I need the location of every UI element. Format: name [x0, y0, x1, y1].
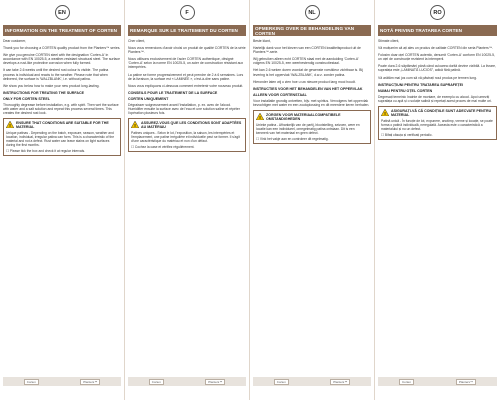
instructions-heading: INSTRUCȚIUNI PENTRU TRATAREA SUPRAFEȚEI: [378, 82, 463, 87]
paragraph: Nous vous expliquons ci-dessous comment entretenir votre nouveau produit.: [128, 83, 244, 88]
body-text: [378, 39, 497, 103]
svg-text:!: !: [259, 115, 261, 121]
column-ro: [375, 0, 500, 400]
warning-box: [3, 118, 121, 156]
paragraph: Vă mulțumim că ați ales un produs de calitate CORTEN din seria Planters™.: [378, 46, 494, 51]
column-en: [0, 0, 125, 400]
checkbox-text: Bifați căsuța și verificați periodic.: [384, 133, 433, 138]
greeting: Cher client,: [128, 39, 146, 43]
body-text: [128, 39, 246, 115]
instructions-heading: INSTRUCTIONS FOR TREATING THE SURFACE: [3, 90, 84, 95]
warning-triangle-icon: [256, 113, 264, 120]
checkbox-icon[interactable]: ☐: [6, 149, 9, 154]
paragraph: Hieronder laten wij u zien hoe u uw nieuwe product lang mooi houdt.: [253, 79, 356, 84]
warning-box: [253, 110, 371, 144]
footer-item: Corten: [149, 379, 164, 385]
body-text: [253, 39, 371, 107]
footer-bar: [128, 377, 246, 386]
instructions-text: Thoroughly degrease before installation, e.g. with spirit. Then wet the surface with water and a salt solution and repeat this process several times. This creates the desired rust look.: [3, 103, 119, 116]
warning-triangle-icon: [6, 121, 14, 128]
checkbox-icon[interactable]: ☐: [381, 133, 384, 138]
warning-heading: ASIGURAȚI-VĂ CĂ CONDIȚIILE SUNT ADECVATE PENTRU MATERIAL: [391, 109, 492, 118]
column-header: [128, 0, 246, 25]
language-badge: F: [180, 5, 195, 20]
instructions-text: Dégraisser soigneusement avant l'installation, p. ex. avec de l'alcool. Humidifier ensuite la surface avec de l'eau et une solution saline et répéter l'opération plusieurs fois.: [128, 103, 240, 116]
section-title-bar: REMARQUE SUR LE TRAITEMENT DU CORTEN: [128, 25, 246, 36]
checkbox-icon[interactable]: ☐: [131, 145, 134, 150]
paragraph: We give you genuine CORTEN steel with the designation 'Corten-A' in accordance with EN 10025-5, a weather-resistant structural steel. The surface develops a rust-like protective corrosion when fully formed.: [3, 53, 120, 66]
footer-bar: [3, 377, 121, 386]
paragraph: Het kan 2-6 weken duren voordat de gewenste roestkleur zichtbaar is. Bij levering is het oppervlak 'WALZBLANK', d.w.z. zonder patina.: [253, 68, 363, 77]
warning-triangle-icon: [381, 109, 389, 116]
warning-box: [128, 118, 246, 152]
footer-bar: [253, 377, 371, 386]
warning-header: [381, 109, 494, 117]
paragraph: It can take 2-6 weeks until the desired rust colour is visible. The patina process is individual and reacts to the weather. Please note that when delivered, the surface is 'WALZBLANK', i.e. without patina.: [3, 68, 109, 81]
instructions-text: Voor installatie grondig ontvetten, bijv. met spiritus. Vervolgens het oppervlak bevochtigen met water en een zoutoplossing en dit meerdere keren herhalen.: [253, 98, 370, 108]
warning-header: [6, 121, 118, 129]
paragraph: Thank you for choosing a CORTEN quality product from the Planters™ series.: [3, 46, 121, 51]
checkbox-icon[interactable]: ☐: [256, 137, 259, 142]
paragraph: Vă arătăm mai jos cum să vă păstrați noul produs pe termen lung.: [378, 75, 477, 80]
checkbox-text: Cochez la case et vérifiez régulièrement.: [134, 145, 195, 150]
warning-text: Unieke patina - Afhankelijk van de partij, blootstelling, seizoen, weer en locatie kan een individueel, onregelmatig patina ontstaan. Dit is een kenmerk van het materiaal en geen defect.: [256, 123, 360, 136]
footer-item: Corten: [24, 379, 39, 385]
column-header: [378, 0, 497, 25]
footer-item: Corten: [399, 379, 414, 385]
instructions-subheading: CORTEN UNIQUEMENT: [128, 96, 169, 101]
svg-text:!: !: [9, 123, 11, 129]
warning-heading: ZORGEN VOOR MATERIAALCOMPATIBELE OMSTANDIGHEDEN: [266, 113, 341, 122]
instructions-subheading: ONLY FOR CORTEN STEEL: [3, 96, 50, 101]
paragraph: Wij gebruiken alleen echt CORTEN staal met de aanduiding 'Corten-A' volgens EN 10025-5, een weerbestendig constructiestaal.: [253, 57, 359, 66]
paragraph: Hartelijk dank voor het kiezen van een CORTEN kwaliteitsproduct uit de Planters™-serie.: [253, 46, 361, 55]
language-badge: EN: [55, 5, 70, 20]
checkbox-note: [131, 145, 243, 149]
language-badge: RO: [430, 5, 445, 20]
footer-item: Planters™: [456, 379, 476, 385]
paragraph: Poate dura 2-6 săptămâni până când culoarea dorită devine vizibilă. La livrare, suprafața este „LAMINATĂ LUCIOS”, adică fără patină.: [378, 64, 496, 73]
instructions-subheading: NUMAI PENTRU OȚEL CORTEN: [378, 88, 433, 93]
footer-item: Planters™: [205, 379, 225, 385]
checkbox-text: Vink het vakje aan en controleer dit regelmatig.: [259, 137, 329, 142]
greeting: Beste klant,: [253, 39, 271, 43]
paragraph: We show you below how to make your new product long-lasting.: [3, 83, 100, 88]
warning-text: Patines uniques - Selon le lot, l'exposition, la saison, les intempéries et l'emplacement, une patine irrégulière et individuelle peut se former. Il s'agit d'une caractéristique du matériau et non d'un défaut.: [131, 131, 240, 144]
warning-heading: ENSURE THAT CONDITIONS ARE SUITABLE FOR THE MATERIAL: [16, 121, 109, 130]
column-f: [125, 0, 250, 400]
paragraph: Nous vous remercions d'avoir choisi un produit de qualité CORTEN de la série Planters™.: [128, 46, 246, 55]
footer-item: Planters™: [330, 379, 350, 385]
footer-item: Corten: [274, 379, 289, 385]
svg-text:!: !: [384, 111, 386, 117]
footer-bar: [378, 377, 497, 386]
section-title-bar: NOTĂ PRIVIND TRATAREA CORTEN: [378, 25, 497, 36]
column-nl: [250, 0, 375, 400]
column-header: [3, 0, 121, 25]
footer-item: Planters™: [80, 379, 100, 385]
paragraph: Folosim doar oțel CORTEN autentic, denumit 'Corten-A' conform EN 10025-5, un oțel de construcție rezistent la intemperii.: [378, 53, 495, 62]
svg-text:!: !: [134, 123, 136, 129]
paragraph: Nous utilisons exclusivement de l'acier CORTEN authentique, désigné 'Corten-A' selon la norme EN 10025-5, un acier de construction résistant aux intempéries.: [128, 57, 244, 70]
column-header: [253, 0, 371, 25]
body-text: [3, 39, 121, 115]
checkbox-note: [256, 137, 368, 141]
section-title-bar: OPMERKING OVER DE BEHANDELING VAN CORTEN: [253, 25, 371, 36]
instructions-heading: CONSEILS POUR LE TRAITEMENT DE LA SURFACE: [128, 90, 218, 95]
warning-box: [378, 106, 497, 140]
instructions-subheading: ALLEEN VOOR CORTENSTAAL: [253, 92, 307, 97]
warning-heading: ASSUREZ-VOUS QUE LES CONDITIONS SONT ADAPTÉES AU MATÉRIAU: [141, 121, 242, 130]
checkbox-text: Please tick the box and check it at regular intervals.: [9, 149, 86, 154]
warning-triangle-icon: [131, 121, 139, 128]
warning-header: [131, 121, 243, 129]
instructions-heading: INSTRUCTIES VOOR HET BEHANDELEN VAN HET OPPERVLAK: [253, 86, 363, 91]
language-badge: NL: [305, 5, 320, 20]
section-title-bar: INFORMATION ON THE TREATMENT OF CORTEN: [3, 25, 121, 36]
paragraph: La patine se forme progressivement et peut prendre de 2 à 6 semaines. Lors de la livraison, la surface est « LAMINÉE », c'est-à-dire sans patine.: [128, 72, 244, 81]
warning-header: [256, 113, 368, 121]
greeting: Dear customer,: [3, 39, 26, 43]
warning-text: Patină unică - În funcție de lot, expunere, anotimp, vreme și locație, se poate forma o patină individuală, neregulată. Aceasta este o caracteristică a materialului și nu un defect.: [381, 119, 493, 132]
warning-text: Unique patinas - Depending on the batch, exposure, season, weather and location, individual, irregular patina can form. This is a characteristic of the material and not a defect. Rust water can leave stains on light surfaces during the first months.: [6, 131, 115, 148]
checkbox-note: [6, 149, 118, 153]
instructions-text: Degresați temeinic înainte de montare, de exemplu cu alcool. Apoi umeziți suprafața cu apă și o soluție salină și repetați acest proces de mai multe ori.: [378, 94, 492, 103]
checkbox-note: [381, 133, 494, 137]
greeting: Stimate client,: [378, 39, 400, 43]
